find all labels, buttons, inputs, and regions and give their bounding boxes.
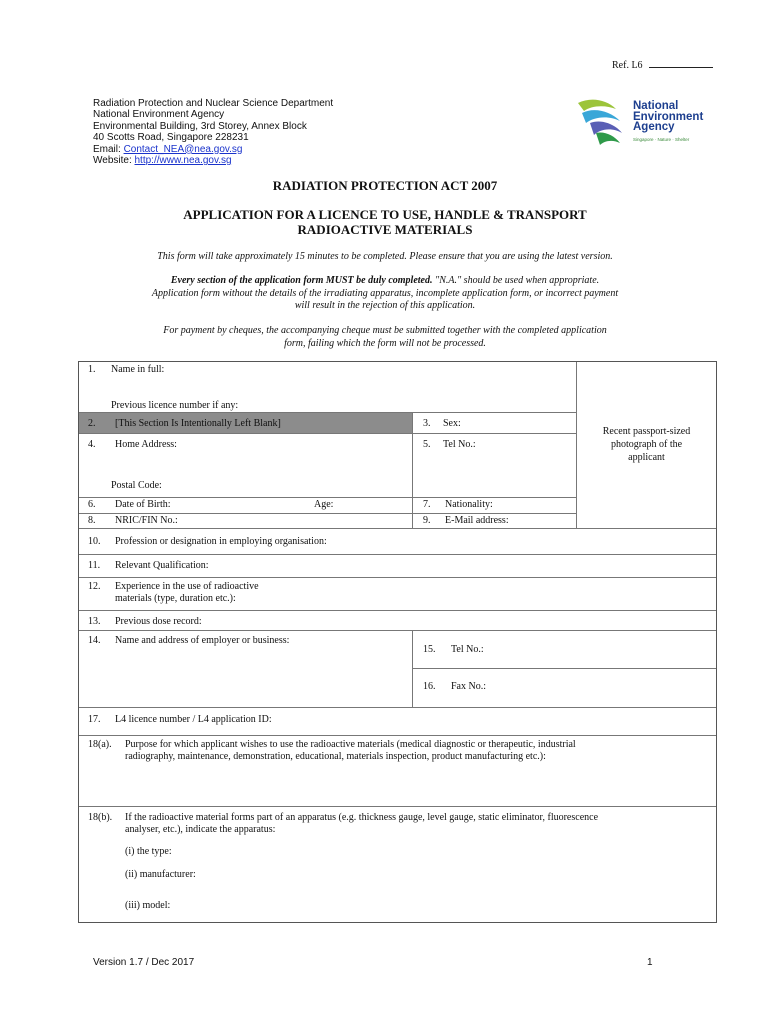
page-number: 1 [647, 957, 653, 968]
purpose-line-2: radiography, maintenance, demonstration, educational, materials inspection, product manufacturing etc.): [125, 751, 546, 762]
apparatus-manufacturer-label[interactable]: (ii) manufacturer: [125, 869, 196, 880]
field-1-number: 1. [88, 364, 96, 375]
logo-line-1: National [633, 100, 679, 112]
cheque-line-2: form, failing which the form will not be processed. [284, 337, 486, 349]
postal-code-label[interactable]: Postal Code: [111, 480, 162, 491]
divider [412, 668, 716, 669]
address-line-1: Radiation Protection and Nuclear Science Department [93, 98, 334, 109]
divider [79, 610, 716, 611]
apparatus-label[interactable] [125, 812, 598, 836]
sex-label[interactable]: Sex: [443, 418, 461, 429]
requirement-bold: Every section of the application form MUST be duly completed. [170, 275, 433, 286]
field-9-number: 9. [423, 515, 431, 526]
divider [79, 554, 716, 555]
field-15-number: 15. [423, 644, 436, 655]
divider [79, 433, 576, 434]
date-of-birth-label[interactable]: Date of Birth: [115, 499, 171, 510]
email-address-label[interactable]: E-Mail address: [445, 515, 509, 526]
application-form [78, 361, 717, 923]
divider [79, 412, 576, 413]
email-label: Email: [93, 143, 124, 155]
experience-label[interactable] [115, 581, 259, 605]
application-title-line-1: APPLICATION FOR A LICENCE TO USE, HANDLE & TRANSPORT [183, 207, 587, 222]
photo-text-2: photograph of the [610, 439, 683, 450]
fax-no-label[interactable]: Fax No.: [451, 681, 486, 692]
field-3-number: 3. [423, 418, 431, 429]
field-2-number: 2. [88, 418, 96, 429]
department-address [93, 98, 333, 166]
name-in-full-label[interactable]: Name in full: [111, 364, 165, 375]
apparatus-line-2: analyser, etc.), indicate the apparatus: [125, 824, 276, 835]
employer-tel-label[interactable]: Tel No.: [451, 644, 484, 655]
logo-tagline: Singapore · Nature · Shelter [633, 137, 690, 142]
requirement-line-3: will result in the rejection of this application. [294, 300, 476, 311]
field-11-number: 11. [88, 560, 101, 571]
divider [79, 528, 716, 529]
field-12-number: 12. [88, 581, 101, 592]
apparatus-model-label[interactable]: (iii) model: [125, 900, 171, 911]
address-line-4: 40 Scotts Road, Singapore 228231 [93, 132, 249, 144]
logo-line-2: Environment [633, 110, 704, 123]
field-4-number: 4. [88, 439, 96, 450]
nea-logo [576, 97, 716, 147]
ref-label: Ref. L6 [612, 60, 643, 71]
employer-label[interactable]: Name and address of employer or business: [115, 635, 290, 646]
age-label[interactable]: Age: [314, 499, 334, 510]
profession-label[interactable]: Profession or designation in employing organisation: [115, 536, 327, 547]
apparatus-type-label[interactable]: (i) the type: [125, 846, 172, 857]
logo-line-3: Agency [633, 121, 675, 133]
nationality-label[interactable]: Nationality: [445, 499, 493, 510]
nric-fin-label[interactable]: NRIC/FIN No.: [115, 515, 178, 526]
purpose-line-1: Purpose for which applicant wishes to use the radioactive materials (medical diagnostic or therapeutic, industrial [125, 739, 576, 750]
photo-text-3: applicant [628, 452, 665, 463]
act-title: RADIATION PROTECTION ACT 2007 [272, 178, 498, 193]
tel-no-label[interactable]: Tel No.: [443, 439, 476, 450]
field-18b-number: 18(b). [88, 812, 113, 823]
apparatus-line-1: If the radioactive material forms part of an apparatus (e.g. thickness gauge, level gauge, static eliminator, fluorescence [125, 812, 599, 823]
requirement-rest: "N.A." should be used when appropriate. [432, 275, 600, 286]
field-16-number: 16. [423, 681, 436, 692]
purpose-label[interactable] [125, 739, 576, 763]
photo-placeholder[interactable] [577, 425, 716, 464]
website-line [93, 155, 333, 166]
reference-number [612, 58, 713, 71]
l4-licence-label[interactable]: L4 licence number / L4 application ID: [115, 714, 272, 725]
field-5-number: 5. [423, 439, 431, 450]
email-link[interactable]: Contact_NEA@nea.gov.sg [123, 143, 243, 155]
qualification-label[interactable]: Relevant Qualification: [115, 560, 209, 571]
completion-time-note: This form will take approximately 15 minutes to be completed. Please ensure that you are using the latest version. [157, 251, 613, 262]
field-14-number: 14. [88, 635, 101, 646]
field-8-number: 8. [88, 515, 96, 526]
previous-licence-label[interactable]: Previous licence number if any: [111, 400, 239, 411]
home-address-label[interactable]: Home Address: [115, 439, 177, 450]
logo-wordmark [633, 101, 703, 133]
completion-requirement-note [100, 275, 670, 313]
website-link[interactable]: http://www.nea.gov.sg [134, 155, 232, 167]
requirement-line-2: Application form without the details of the irradiating apparatus, incomplete application form, or incorrect payment [151, 287, 619, 299]
divider [79, 735, 716, 736]
address-line-2: National Environment Agency [93, 109, 225, 121]
ref-blank-line[interactable] [649, 58, 713, 68]
experience-line-2: materials (type, duration etc.): [115, 593, 236, 604]
address-line-3: Environmental Building, 3rd Storey, Annex Block [93, 120, 307, 132]
nea-logo-icon [576, 97, 632, 147]
column-divider [412, 630, 413, 707]
field-18a-number: 18(a). [88, 739, 112, 750]
application-title-line-2: RADIOACTIVE MATERIALS [297, 221, 473, 237]
divider [79, 513, 576, 514]
field-10-number: 10. [88, 536, 101, 547]
experience-line-1: Experience in the use of radioactive [115, 581, 259, 592]
divider [79, 806, 716, 807]
dose-record-label[interactable]: Previous dose record: [115, 616, 202, 627]
field-7-number: 7. [423, 499, 431, 510]
field-6-number: 6. [88, 499, 96, 510]
cheque-line-1: For payment by cheques, the accompanying cheque must be submitted together with the completed application [163, 325, 607, 336]
photo-text-1: Recent passport-sized [602, 426, 691, 437]
cheque-note [100, 325, 670, 350]
divider [79, 497, 576, 498]
divider [79, 707, 716, 708]
column-divider [412, 412, 413, 528]
website-label: Website: [93, 155, 135, 167]
application-title [0, 208, 770, 237]
divider [79, 630, 716, 631]
field-17-number: 17. [88, 714, 101, 725]
blank-section-label: [This Section Is Intentionally Left Blank] [115, 418, 281, 429]
divider [79, 577, 716, 578]
field-13-number: 13. [88, 616, 101, 627]
version-footer: Version 1.7 / Dec 2017 [93, 957, 195, 968]
email-line [93, 144, 333, 155]
